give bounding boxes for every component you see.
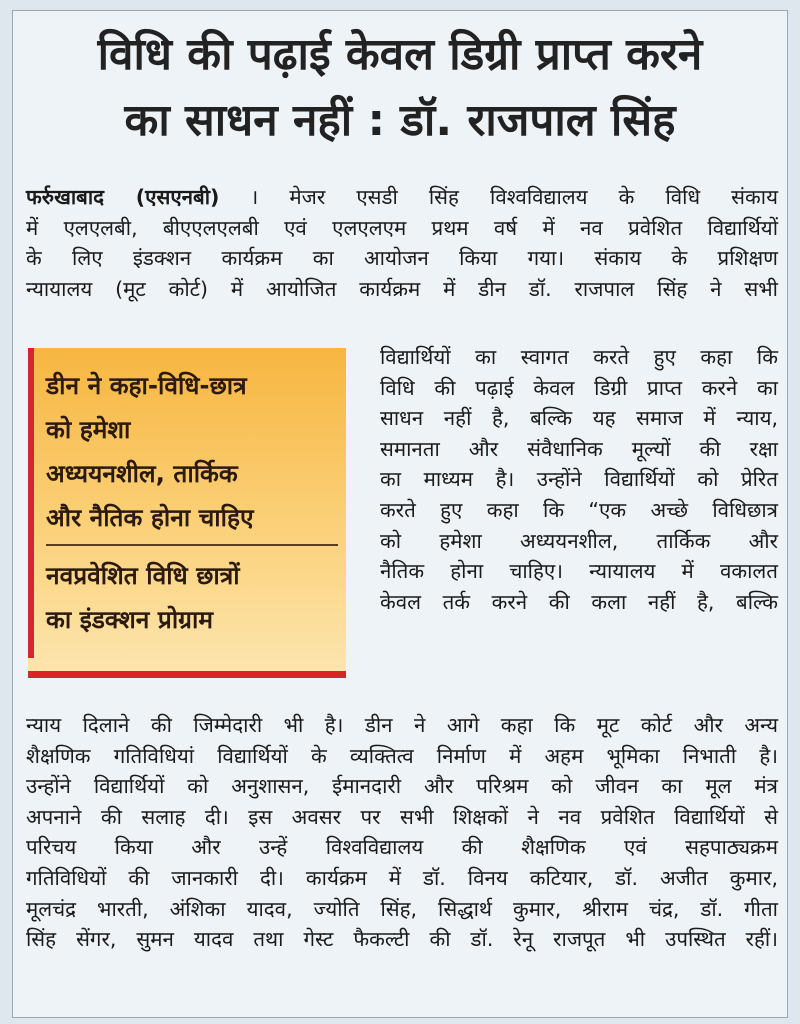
highlight-divider <box>46 544 338 546</box>
closing-line: गतिविधियों की जानकारी दी। कार्यक्रम में डॉ. विनय कटियार, डॉ. अजीत कुमार, <box>26 865 778 890</box>
highlight-quote-line: अध्ययनशील, तार्किक <box>46 459 238 488</box>
highlight-quote <box>46 364 346 540</box>
closing-line: न्याय दिलाने की जिम्मेदारी भी है। डीन ने आगे कहा कि मूट कोर्ट और अन्य <box>26 713 778 737</box>
column-line: केवल तर्क करने की कला नहीं है, बल्कि <box>380 589 778 614</box>
highlight-sub-line: का इंडक्शन प्रोग्राम <box>46 605 213 634</box>
article-intro <box>26 182 778 304</box>
dateline: फर्रुखाबाद (एसएनबी) <box>26 185 220 209</box>
column-line: को हमेशा अध्ययनशील, तार्किक और <box>380 528 778 553</box>
highlight-quote-line: और नैतिक होना चाहिए <box>46 503 254 532</box>
headline <box>22 22 778 154</box>
headline-line-2: का साधन नहीं : डॉ. राजपाल सिंह <box>124 95 676 146</box>
closing-line: परिचय किया और उन्हें विश्वविद्यालय की शैक्षणिक एवं सहपाठ्यक्रम <box>26 835 778 860</box>
column-line: नैतिक होना चाहिए। न्यायालय में वकालत <box>380 559 778 584</box>
closing-line: सिंह सेंगर, सुमन यादव तथा गेस्ट फैकल्टी की डॉ. रेनू राजपूत भी उपस्थित रहीं। <box>26 927 778 952</box>
column-line: समानता और संवैधानिक मूल्यों की रक्षा <box>380 436 778 461</box>
highlight-box <box>28 348 346 678</box>
article-closing <box>26 710 778 955</box>
article-column <box>380 342 778 617</box>
highlight-quote-line: डीन ने कहा-विधि-छात्र <box>46 371 247 400</box>
column-line: का माध्यम है। उन्होंने विद्यार्थियों को प्रेरित <box>380 467 778 492</box>
highlight-quote-line: को हमेशा <box>46 415 131 444</box>
intro-line-2: में एलएलबी, बीएएलएलबी एवं एलएलएम प्रथम वर्ष में नव प्रवेशित विद्यार्थियों <box>26 215 778 240</box>
closing-line: अपनाने की सलाह दी। इस अवसर पर सभी शिक्षकों ने नव प्रवेशित विद्यार्थियों से <box>26 804 778 829</box>
highlight-sub-line: नवप्रवेशित विधि छात्रों <box>46 561 240 590</box>
accent-bar-bottom <box>28 671 346 678</box>
highlight-subhead <box>46 554 346 642</box>
column-line: साधन नहीं है, बल्कि यह समाज में न्याय, <box>380 406 778 431</box>
column-line: विधि की पढ़ाई केवल डिग्री प्राप्त करने का <box>380 375 778 400</box>
intro-line-3: के लिए इंडक्शन कार्यक्रम का आयोजन किया गया। संकाय के प्रशिक्षण <box>26 246 778 271</box>
intro-line-1-text: । मेजर एसडी सिंह विश्वविद्यालय के विधि संकाय <box>250 185 778 209</box>
headline-line-1: विधि की पढ़ाई केवल डिग्री प्राप्त करने <box>97 29 703 80</box>
closing-line: मूलचंद्र भारती, अंशिका यादव, ज्योति सिंह, सिद्धार्थ कुमार, श्रीराम चंद्र, डॉ. गीता <box>26 896 778 921</box>
intro-line-4: न्यायालय (मूट कोर्ट) में आयोजित कार्यक्रम में डीन डॉ. राजपाल सिंह ने सभी <box>26 276 778 301</box>
intro-line-1 <box>26 182 778 213</box>
column-line: विद्यार्थियों का स्वागत करते हुए कहा कि <box>380 345 778 369</box>
closing-line: शैक्षणिक गतिविधियां विद्यार्थियों के व्यक्तित्व निर्माण में अहम भूमिका निभाती है। <box>26 743 778 768</box>
column-line: करते हुए कहा कि “एक अच्छे विधिछात्र <box>380 497 778 522</box>
closing-line: उन्होंने विद्यार्थियों को अनुशासन, ईमानदारी और परिश्रम को जीवन का मूल मंत्र <box>26 774 778 799</box>
accent-bar-left <box>28 348 34 658</box>
